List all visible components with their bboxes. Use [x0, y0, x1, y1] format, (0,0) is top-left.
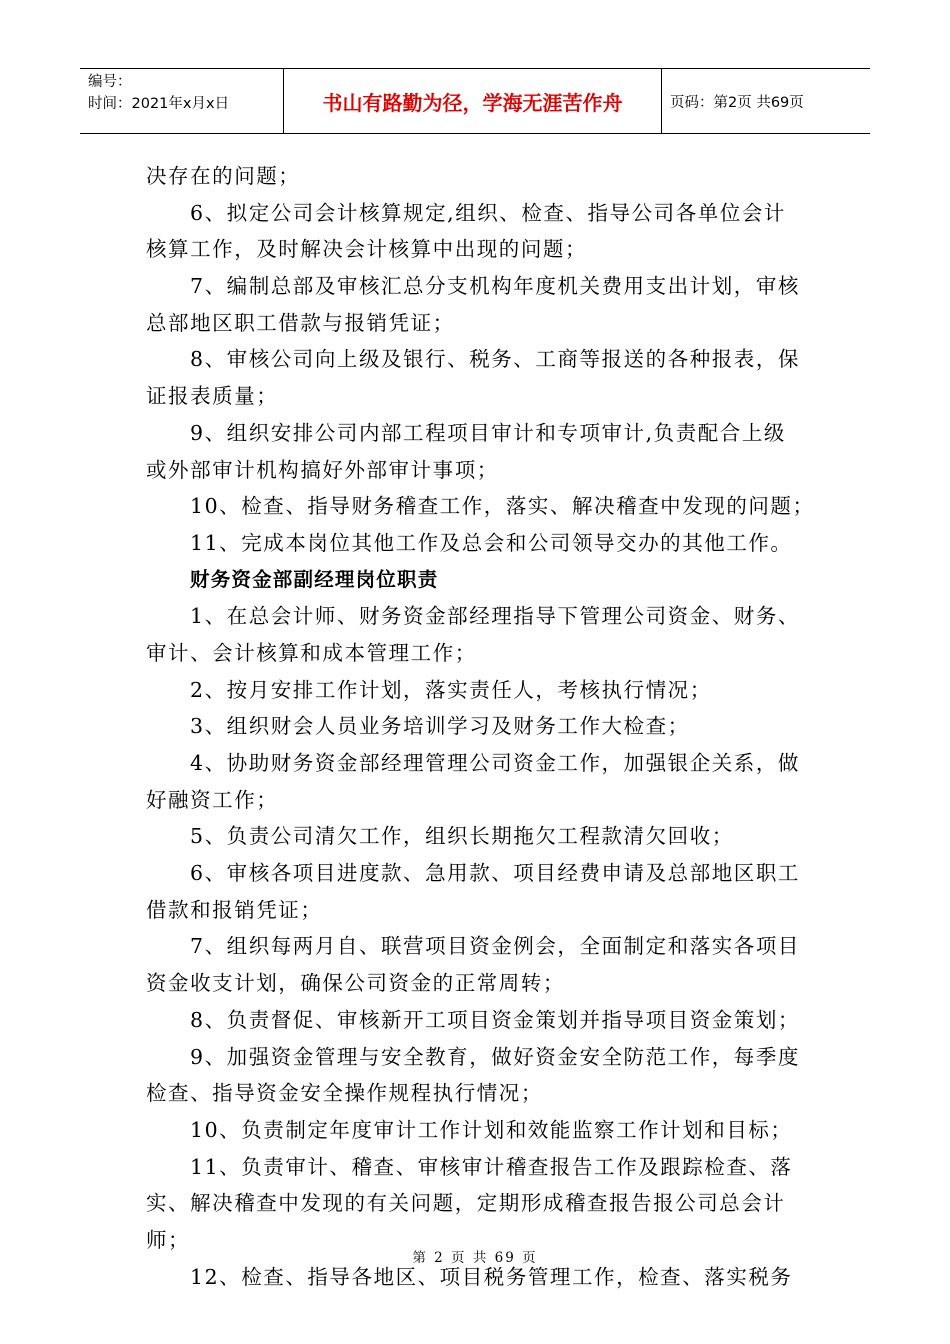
paragraph-line: 好融资工作； [146, 787, 279, 812]
paragraph-line: 或外部审计机构搞好外部审计事项； [146, 457, 499, 482]
header-motto: 书山有路勤为径，学海无涯苦作舟 [283, 69, 662, 133]
document-date: 时间：2021年x月x日 [88, 96, 230, 112]
paragraph-line: 决存在的问题； [146, 164, 301, 188]
paragraph-line: 9、组织安排公司内部工程项目审计和专项审计,负责配合上级 [190, 420, 786, 445]
page-header [80, 68, 870, 134]
paragraph-line: 5、负责公司清欠工作，组织长期拖欠工程款清欠回收； [190, 824, 734, 849]
paragraph-line: 8、负责督促、审核新开工项目资金策划并指导项目资金策划； [190, 1007, 800, 1032]
paragraph-line: 11、负责审计、稽查、审核审计稽查报告工作及跟踪检查、落 [190, 1154, 793, 1179]
paragraph-line: 12、检查、指导各地区、项目税务管理工作，检查、落实税务 [190, 1264, 793, 1289]
paragraph-line: 11、完成本岗位其他工作及总会和公司领导交办的其他工作。 [190, 530, 793, 555]
paragraph-line: 4、协助财务资金部经理管理公司资金工作，加强银企关系，做 [190, 751, 800, 775]
document-number-label: 编号： [88, 74, 132, 90]
paragraph-line: 7、组织每两月自、联营项目资金例会，全面制定和落实各项目 [190, 934, 800, 959]
paragraph-line: 1、在总会计师、财务资金部经理指导下管理公司资金、财务、 [190, 604, 800, 629]
paragraph-line: 总部地区职工借款与报销凭证； [146, 310, 455, 335]
paragraph-line: 10、检查、指导财务稽查工作，落实、解决稽查中发现的问题； [190, 494, 815, 519]
header-meta [80, 69, 283, 133]
page-footer: 第 2 页 共 69 页 [412, 1250, 538, 1266]
paragraph-line: 证报表质量； [146, 384, 279, 409]
header-page-number: 页码：第2页 共69页 [670, 94, 804, 111]
paragraph-line: 核算工作，及时解决会计核算中出现的问题； [146, 237, 587, 262]
paragraph-line: 3、组织财会人员业务培训学习及财务工作大检查； [190, 714, 690, 739]
paragraph-line: 资金收支计划，确保公司资金的正常周转； [146, 971, 565, 996]
paragraph-line: 审计、会计核算和成本管理工作； [146, 640, 477, 665]
paragraph-line: 2、按月安排工作计划，落实责任人，考核执行情况； [190, 677, 712, 702]
paragraph-line: 实、解决稽查中发现的有关问题，定期形成稽查报告报公司总会计 [146, 1191, 786, 1216]
paragraph-line: 10、负责制定年度审计工作计划和效能监察工作计划和目标； [190, 1117, 793, 1142]
paragraph-line: 借款和报销凭证； [146, 897, 323, 922]
paragraph-line: 8、审核公司向上级及银行、税务、工商等报送的各种报表，保 [190, 347, 800, 372]
paragraph-line: 6、拟定公司会计核算规定,组织、检查、指导公司各单位会计 [190, 200, 786, 225]
paragraph-line: 9、加强资金管理与安全教育，做好资金安全防范工作，每季度 [190, 1044, 800, 1069]
section-heading: 财务资金部副经理岗位职责 [190, 567, 439, 591]
paragraph-line: 6、审核各项目进度款、急用款、项目经费申请及总部地区职工 [190, 861, 800, 886]
paragraph-line: 检查、指导资金安全操作规程执行情况； [146, 1081, 543, 1106]
paragraph-line: 7、编制总部及审核汇总分支机构年度机关费用支出计划，审核 [190, 274, 800, 299]
document-body [146, 158, 815, 1295]
paragraph-line: 师； [146, 1227, 191, 1252]
